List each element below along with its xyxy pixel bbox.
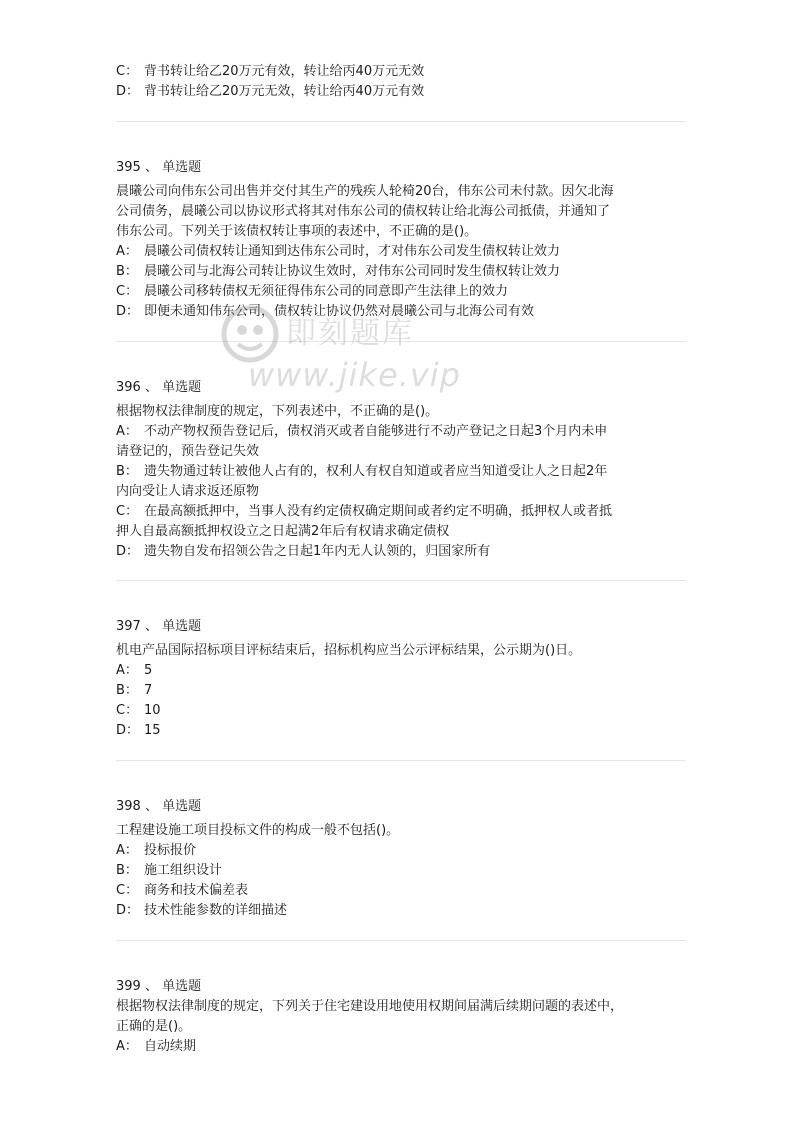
divider	[116, 940, 686, 941]
question-stem-line: 机电产品国际招标项目评标结束后，招标机构应当公示评标结果，公示期为()日。	[116, 643, 582, 658]
question-number: 399 、 单选题	[116, 979, 202, 994]
option-d: D： 技术性能参数的详细描述	[116, 903, 288, 918]
question-stem-line: 晨曦公司向伟东公司出售并交付其生产的残疾人轮椅20台，伟东公司未付款。因欠北海	[116, 184, 614, 199]
option-c: C： 商务和技术偏差表	[116, 883, 249, 898]
option-a: A： 自动续期	[116, 1039, 197, 1054]
question-number: 397 、 单选题	[116, 619, 202, 634]
option-b: B： 晨曦公司与北海公司转让协议生效时，对伟东公司同时发生债权转让效力	[116, 264, 561, 279]
divider	[116, 760, 686, 761]
option-a: A： 投标报价	[116, 843, 197, 858]
question-stem-line: 工程建设施工项目投标文件的构成一般不包括()。	[116, 823, 400, 838]
option-c: C： 背书转让给乙20万元有效，转让给丙40万元无效	[116, 64, 425, 79]
option-b-cont: 内向受让人请求返还原物	[116, 484, 260, 499]
question-396	[116, 378, 686, 562]
option-d: D： 遗失物自发布招领公告之日起1年内无人认领的，归国家所有	[116, 544, 491, 559]
option-a: A： 晨曦公司债权转让通知到达伟东公司时，才对伟东公司发生债权转让效力	[116, 244, 561, 259]
question-397	[116, 617, 686, 741]
question-stem-line: 根据物权法律制度的规定，下列关于住宅建设用地使用权期间届满后续期问题的表述中，	[116, 999, 624, 1014]
option-d: D： 即便未通知伟东公司，债权转让协议仍然对晨曦公司与北海公司有效	[116, 304, 535, 319]
question-stem-line: 正确的是()。	[116, 1019, 192, 1034]
option-b: B： 7	[116, 683, 153, 698]
question-number: 398 、 单选题	[116, 799, 202, 814]
option-c-cont: 押人自最高额抵押权设立之日起满2年后有权请求确定债权	[116, 524, 450, 539]
option-c: C： 晨曦公司移转债权无须征得伟东公司的同意即产生法律上的效力	[116, 284, 509, 299]
question-number: 395 、 单选题	[116, 160, 202, 175]
watermark-brand: 即刻题库	[286, 316, 414, 351]
option-d: D： 背书转让给乙20万元无效，转让给丙40万元有效	[116, 84, 425, 99]
option-a: A： 不动产物权预告登记后，债权消灭或者自能够进行不动产登记之日起3个月内未申	[116, 424, 608, 439]
option-b: B： 施工组织设计	[116, 863, 223, 878]
question-stem-line: 公司债务，晨曦公司以协议形式将其对伟东公司的债权转让给北海公司抵债，并通知了	[116, 204, 611, 219]
top-options	[116, 62, 686, 102]
question-399	[116, 977, 686, 1057]
question-395	[116, 158, 686, 322]
option-c: C： 10	[116, 703, 161, 718]
question-stem-line: 根据物权法律制度的规定，下列表述中，不正确的是()。	[116, 404, 439, 419]
question-398	[116, 797, 686, 921]
question-stem-line: 伟东公司。下列关于该债权转让事项的表述中，不正确的是()。	[116, 224, 478, 239]
option-b: B： 遗失物通过转让被他人占有的，权利人有权自知道或者应当知道受让人之日起2年	[116, 464, 608, 479]
question-number: 396 、 单选题	[116, 380, 202, 395]
watermark-url: www.jike.vip	[248, 356, 461, 394]
divider	[116, 580, 686, 581]
option-a: A： 5	[116, 663, 153, 678]
divider	[116, 121, 686, 122]
option-d: D： 15	[116, 723, 161, 738]
option-a-cont: 请登记的，预告登记失效	[116, 444, 260, 459]
option-c: C： 在最高额抵押中，当事人没有约定债权确定期间或者约定不明确，抵押权人或者抵	[116, 504, 613, 519]
divider	[116, 341, 686, 342]
